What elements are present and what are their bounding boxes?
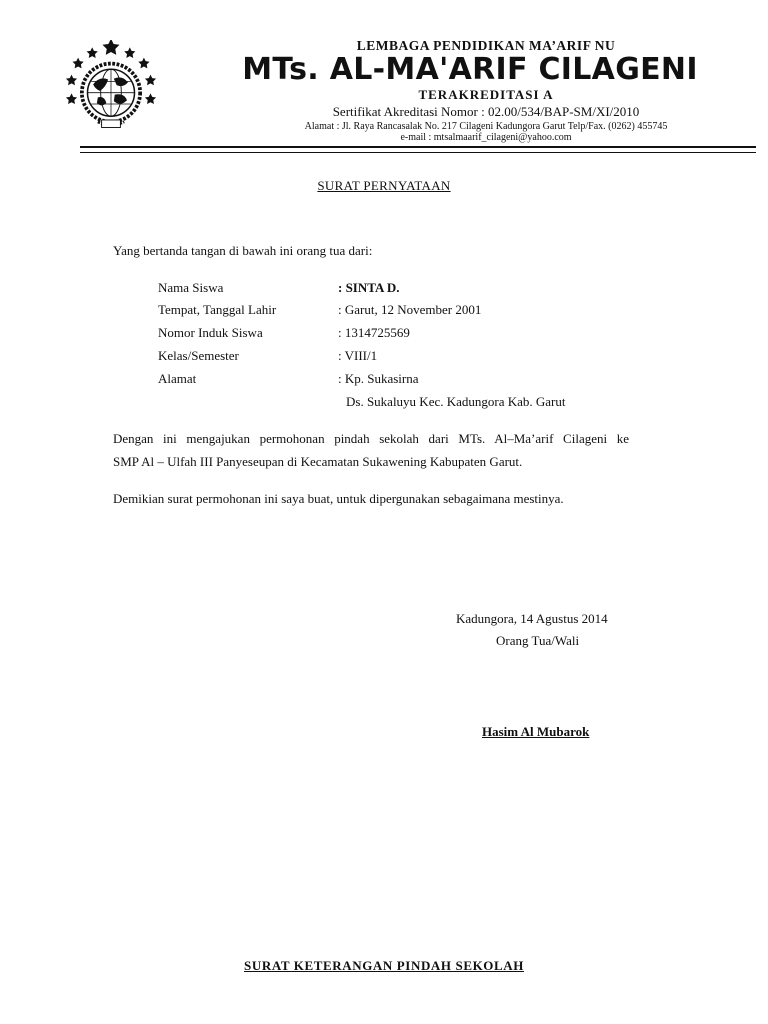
field-label-class: Kelas/Semester [158,348,239,363]
certificate-number: Sertifikat Akreditasi Nomor : 02.00/534/BAP-SM/XI/2010 [332,104,640,119]
field-label-student-id: Nomor Induk Siswa [158,325,263,340]
school-email: e-mail : mtsalmaarif_cilageni@yahoo.com [400,132,572,143]
school-address: Alamat : Jl. Raya Rancasalak No. 217 Cilageni Kadungora Garut Telp/Fax. (0262) 455745 [304,121,668,132]
intro-text: Yang bertanda tangan di bawah ini orang tua dari: [113,243,373,258]
field-value-class: : VIII/1 [338,348,378,363]
school-logo-icon [64,40,158,136]
foundation-name: LEMBAGA PENDIDIKAN MA’ARIF NU [356,38,616,53]
field-label-birth: Tempat, Tanggal Lahir [158,302,277,317]
accreditation-label: TERAKREDITASI A [418,87,554,102]
request-paragraph-line1: Dengan ini mengajukan permohonan pindah sekolah dari MTs. Al–Ma’arif Cilageni ke [113,431,629,446]
request-paragraph-line2: SMP Al – Ulfah III Panyeseupan di Kecamatan Sukawening Kabupaten Garut. [113,454,523,469]
field-value-birth: : Garut, 12 November 2001 [338,302,482,317]
field-label-address: Alamat [158,371,197,386]
place-date: Kadungora, 14 Agustus 2014 [456,611,608,626]
field-value-address-line2: Ds. Sukaluyu Kec. Kadungora Kab. Garut [346,394,566,409]
letterhead-rule-thin [80,152,756,153]
signer-name: Hasim Al Mubarok [482,724,590,739]
school-name: MTs. AL-MA'ARIF CILAGENI [242,52,698,87]
signer-role: Orang Tua/Wali [496,633,580,648]
field-label-student-name: Nama Siswa [158,280,224,295]
letter-title: SURAT PERNYATAAN [317,178,451,193]
field-value-address: : Kp. Sukasirna [338,371,419,386]
next-section-title: SURAT KETERANGAN PINDAH SEKOLAH [244,958,524,973]
field-value-student-id: : 1314725569 [338,325,410,340]
field-value-student-name: : SINTA D. [338,280,400,295]
closing-paragraph: Demikian surat permohonan ini saya buat, untuk dipergunakan sebagaimana mestinya. [113,491,564,506]
letterhead-rule-thick [80,146,756,148]
